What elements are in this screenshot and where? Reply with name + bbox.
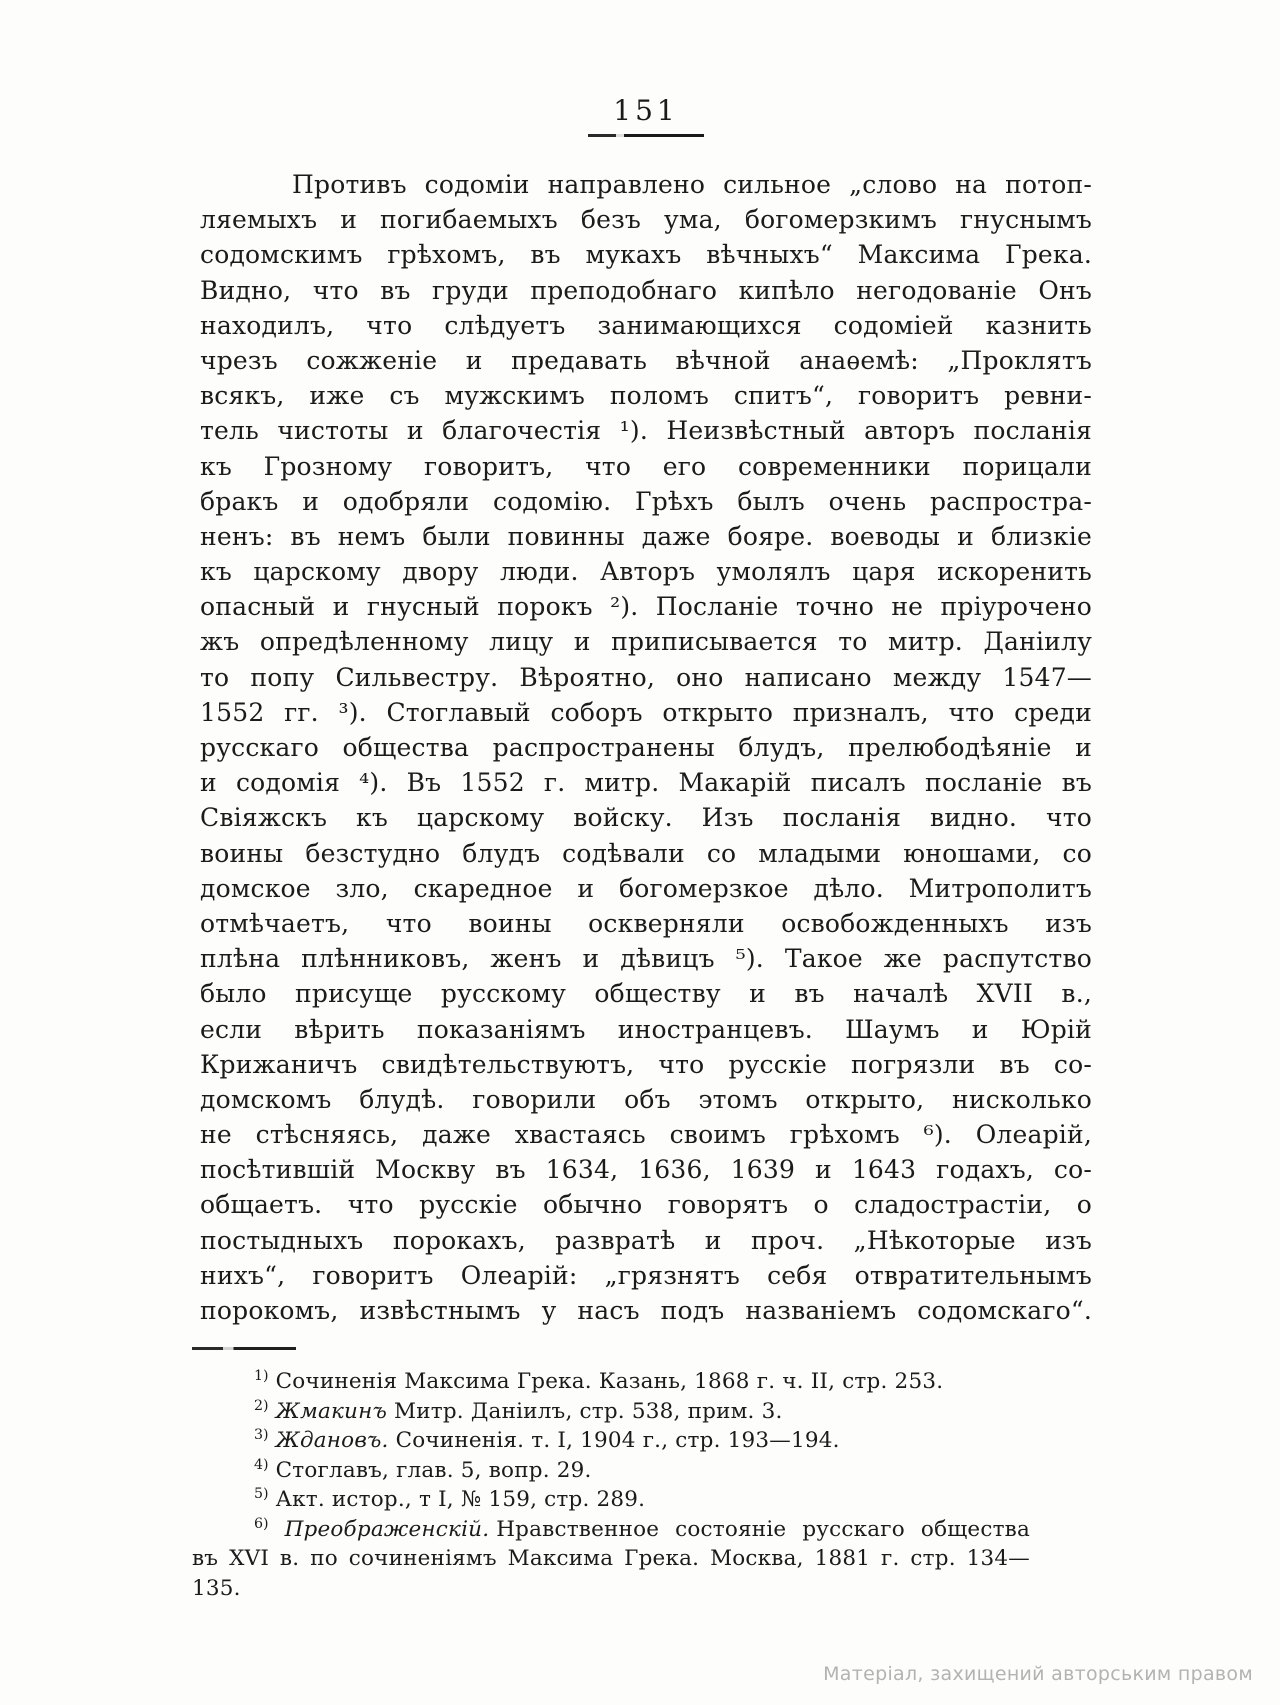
text-line: было присуще русскому обществу и въ началѣ XVII в., (200, 979, 1092, 1009)
footnote (192, 1426, 1030, 1456)
text-line: домскомъ блудѣ. говорили объ этомъ открыто, нисколько (200, 1084, 1092, 1114)
footnotes (192, 1367, 1030, 1603)
text-line: къ Грозному говоритъ, что его современники порицали (200, 451, 1092, 481)
text-line: находилъ, что слѣдуетъ занимающихся содоміей казнить (200, 310, 1092, 340)
text-line: чрезъ сожженіе и предавать вѣчной анаѳемѣ: „Проклятъ (200, 345, 1092, 375)
footnote-second-line: въ XVI в. по сочиненіямъ Максима Грека. Москва, 1881 г. стр. 134—135. (192, 1546, 1030, 1601)
text-line: если вѣрить показаніямъ иностранцевъ. Шаумъ и Юрій (200, 1014, 1092, 1044)
footnote-first-line: $^{1)}$ Сочиненія Максима Грека. Казань, 1868 г. ч. II, стр. 253. (254, 1367, 944, 1394)
copyright-watermark: Матеріал, захищений авторським правом (823, 1663, 1253, 1685)
footnote-author: Ждановъ. (275, 1428, 389, 1453)
text-line: Видно, что въ груди преподобнаго кипѣло негодованіе Онъ (200, 275, 1092, 305)
text-line: порокомъ, извѣстнымъ у насъ подъ названіемъ содомскаго“. (200, 1296, 1092, 1325)
text-line: не стѣсняясь, даже хвастаясь своимъ грѣхомъ ⁶). Олеарій, (200, 1120, 1092, 1150)
footnote-first-line: $^{6)}$ Преображенскій. Нравственное состояніе русскаго общества (254, 1515, 1030, 1542)
footnote-first-line: $^{2)}$ Жмакинъ Митр. Даніилъ, стр. 538, прим. 3. (254, 1397, 783, 1424)
page-number-rule (588, 134, 704, 137)
text-line: жъ опредѣленному лицу и приписывается то митр. Даніилу (200, 627, 1092, 657)
text-line: всякъ, иже съ мужскимъ поломъ спитъ“, говоритъ ревни- (200, 381, 1092, 411)
text-line: опасный и гнусный порокъ ²). Посланіе точно не пріурочено (200, 592, 1092, 622)
footnote (192, 1456, 1030, 1486)
footnote-marker: 6) (254, 1515, 269, 1532)
text-line: ляемыхъ и погибаемыхъ безъ ума, богомерзкимъ гнуснымъ (200, 205, 1092, 235)
footnote-marker: 4) (254, 1456, 269, 1473)
text-line: отмѣчаетъ, что воины оскверняли освобожденныхъ изъ (200, 908, 1092, 938)
text-line: тель чистоты и благочестія ¹). Неизвѣстный авторъ посланія (200, 416, 1092, 446)
text-line: содомскимъ грѣхомъ, въ мукахъ вѣчныхъ“ Максима Грека. (200, 240, 1092, 270)
text-line: Противъ содоміи направлено сильное „слово на потоп- (292, 170, 1092, 199)
footnote-marker: 1) (254, 1367, 269, 1384)
footnote (192, 1485, 1030, 1515)
page-header (200, 96, 1092, 137)
main-text (200, 167, 1092, 1328)
footnote-marker: 2) (254, 1397, 269, 1414)
footnote-first-line: $^{4)}$ Стоглавъ, глав. 5, вопр. 29. (254, 1456, 592, 1483)
text-line: русскаго общества распространены блудъ, прелюбодѣяніе и (200, 733, 1092, 762)
text-line: 1552 гг. ³). Стоглавый соборъ открыто призналъ, что среди (200, 697, 1092, 727)
footnote-separator (192, 1347, 296, 1350)
footnote-first-line: $^{3)}$ Ждановъ. Сочиненія. т. I, 1904 г., стр. 193—194. (254, 1426, 840, 1453)
text-line: плѣна плѣнниковъ, женъ и дѣвицъ ⁵). Такое же распутство (200, 944, 1092, 974)
text-line: домское зло, скаредное и богомерзкое дѣло. Митрополитъ (200, 873, 1092, 903)
text-line: общаетъ. что русскіе обычно говорятъ о сладострастіи, о (200, 1190, 1092, 1220)
text-line: ненъ: въ немъ были повинны даже бояре. воеводы и близкіе (200, 521, 1092, 551)
text-line: то попу Сильвестру. Вѣроятно, оно написано между 1547— (200, 662, 1092, 692)
text-line: посѣтившій Москву въ 1634, 1636, 1639 и 1643 годахъ, со- (200, 1155, 1092, 1185)
text-line: бракъ и одобряли содомію. Грѣхъ былъ очень распростра- (200, 486, 1092, 516)
text-line: Крижаничъ свидѣтельствуютъ, что русскіе погрязли въ со- (200, 1049, 1092, 1079)
text-line: и содомія ⁴). Въ 1552 г. митр. Макарій писалъ посланіе въ (200, 768, 1092, 798)
text-line: къ царскому двору люди. Авторъ умолялъ царя искоренить (200, 557, 1092, 587)
footnote-author: Жмакинъ (275, 1398, 387, 1424)
footnote-first-line: $^{5)}$ Акт. истор., т I, № 159, стр. 289. (254, 1485, 646, 1512)
footnote-author: Преображенскій. (284, 1516, 490, 1542)
footnote (192, 1367, 1030, 1397)
text-line: нихъ“, говоритъ Олеарій: „грязнятъ себя отвратительнымъ (200, 1260, 1092, 1290)
footnote-marker: 3) (254, 1426, 269, 1443)
footnote-marker: 5) (254, 1485, 269, 1502)
footnote (192, 1397, 1030, 1427)
footnote (192, 1515, 1030, 1604)
text-line: постыдныхъ порокахъ, развратѣ и проч. „Нѣкоторые изъ (200, 1225, 1092, 1255)
page-number: 151 (613, 94, 679, 127)
text-line: Свіяжскъ къ царскому войску. Изъ посланія видно. что (200, 803, 1092, 833)
text-line: воины безстудно блудъ содѣвали со младыми юношами, со (200, 838, 1092, 868)
